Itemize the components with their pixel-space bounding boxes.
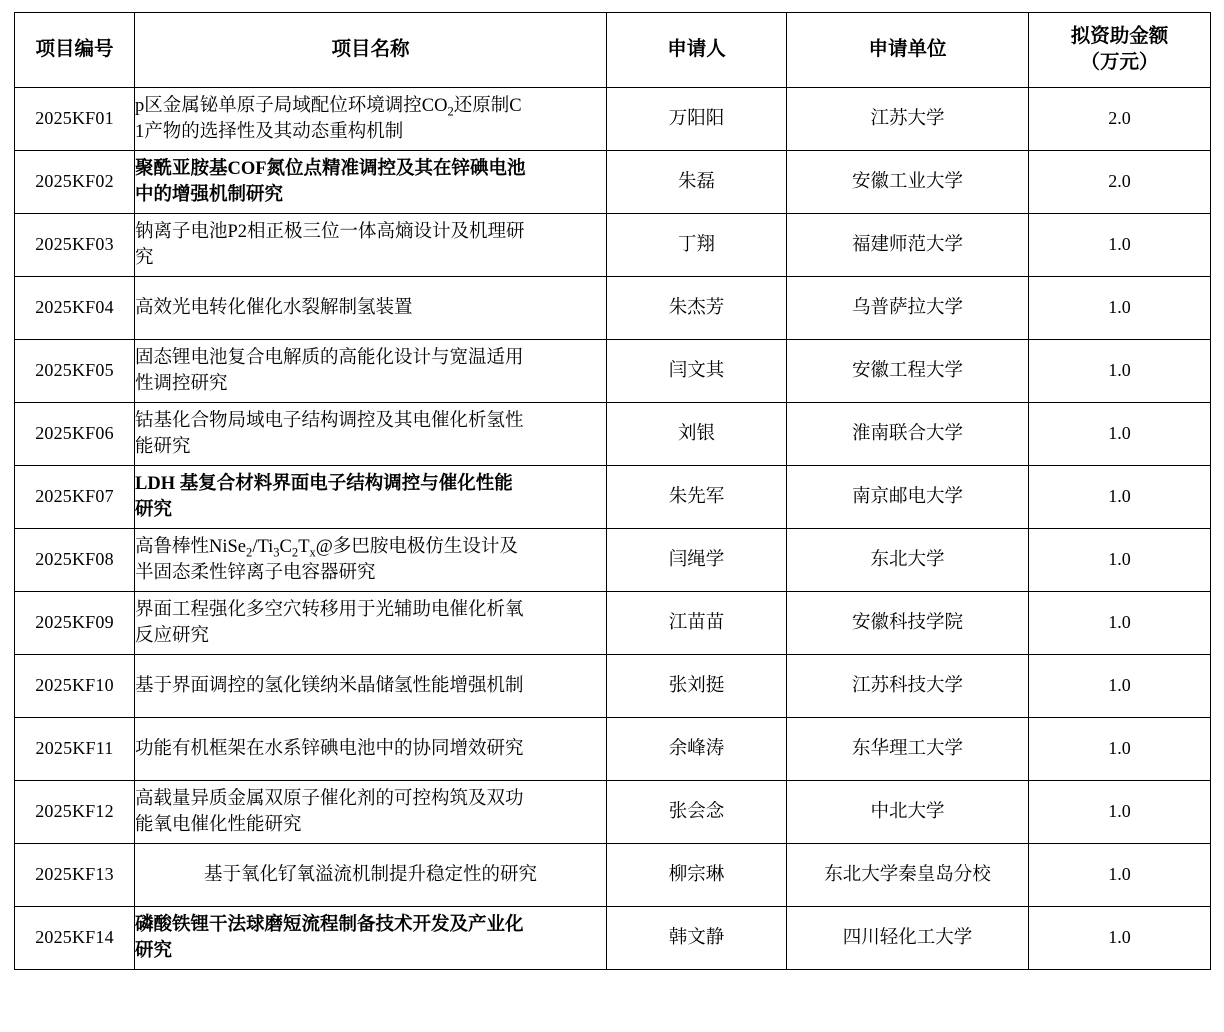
cell-applicant-org: 乌普萨拉大学: [787, 277, 1029, 340]
table-header: [15, 13, 1211, 88]
cell-applicant-org: 淮南联合大学: [787, 403, 1029, 466]
header-row: [15, 13, 1211, 88]
table-row: [15, 718, 1211, 781]
cell-applicant: 余峰涛: [607, 718, 787, 781]
cell-project-name: 钴基化合物局域电子结构调控及其电催化析氢性 能研究: [135, 403, 607, 466]
cell-project-code: 2025KF08: [15, 529, 135, 592]
table-row: [15, 907, 1211, 970]
cell-project-name: LDH 基复合材料界面电子结构调控与催化性能 研究: [135, 466, 607, 529]
grant-projects-table: [14, 12, 1211, 970]
cell-applicant-org: 东北大学: [787, 529, 1029, 592]
cell-applicant: 柳宗琳: [607, 844, 787, 907]
cell-project-name: 固态锂电池复合电解质的高能化设计与宽温适用 性调控研究: [135, 340, 607, 403]
cell-project-code: 2025KF04: [15, 277, 135, 340]
cell-applicant: 朱先军: [607, 466, 787, 529]
cell-project-name: 聚酰亚胺基COF氮位点精准调控及其在锌碘电池 中的增强机制研究: [135, 151, 607, 214]
cell-project-name: 界面工程强化多空穴转移用于光辅助电催化析氧 反应研究: [135, 592, 607, 655]
cell-applicant-org: 东北大学秦皇岛分校: [787, 844, 1029, 907]
cell-applicant: 张刘挺: [607, 655, 787, 718]
table-row: [15, 844, 1211, 907]
cell-project-code: 2025KF02: [15, 151, 135, 214]
cell-project-name: 高载量异质金属双原子催化剂的可控构筑及双功 能氧电催化性能研究: [135, 781, 607, 844]
table-row: [15, 151, 1211, 214]
cell-applicant-org: 福建师范大学: [787, 214, 1029, 277]
cell-applicant: 丁翔: [607, 214, 787, 277]
table-row: [15, 529, 1211, 592]
cell-project-code: 2025KF06: [15, 403, 135, 466]
cell-project-code: 2025KF05: [15, 340, 135, 403]
cell-applicant-org: 江苏科技大学: [787, 655, 1029, 718]
cell-applicant-org: 南京邮电大学: [787, 466, 1029, 529]
cell-grant-amount: 1.0: [1029, 466, 1211, 529]
cell-project-code: 2025KF07: [15, 466, 135, 529]
cell-project-code: 2025KF11: [15, 718, 135, 781]
cell-applicant-org: 中北大学: [787, 781, 1029, 844]
cell-applicant-org: 安徽科技学院: [787, 592, 1029, 655]
cell-project-name: 基于界面调控的氢化镁纳米晶储氢性能增强机制: [135, 655, 607, 718]
cell-applicant: 韩文静: [607, 907, 787, 970]
table-row: [15, 655, 1211, 718]
cell-applicant: 闫文其: [607, 340, 787, 403]
cell-project-name: p区金属铋单原子局域配位环境调控$CO_2$还原制C 1产物的选择性及其动态重构机制: [135, 88, 607, 151]
cell-project-name: 高效光电转化催化水裂解制氢装置: [135, 277, 607, 340]
cell-grant-amount: 1.0: [1029, 655, 1211, 718]
table-row: [15, 781, 1211, 844]
table-row: [15, 466, 1211, 529]
cell-grant-amount: 1.0: [1029, 403, 1211, 466]
table-row: [15, 340, 1211, 403]
table-row: [15, 214, 1211, 277]
header-project-name: 项目名称: [135, 13, 607, 88]
cell-applicant: 万阳阳: [607, 88, 787, 151]
cell-applicant: 朱磊: [607, 151, 787, 214]
cell-grant-amount: 1.0: [1029, 592, 1211, 655]
header-grant-amount-line1: 拟资助金额: [1070, 25, 1169, 47]
cell-grant-amount: 1.0: [1029, 844, 1211, 907]
header-grant-amount-line2: （万元）: [1080, 52, 1159, 73]
cell-grant-amount: 1.0: [1029, 781, 1211, 844]
cell-project-name: 功能有机框架在水系锌碘电池中的协同增效研究: [135, 718, 607, 781]
cell-applicant: 闫绳学: [607, 529, 787, 592]
cell-grant-amount: 2.0: [1029, 151, 1211, 214]
cell-applicant-org: 四川轻化工大学: [787, 907, 1029, 970]
cell-applicant-org: 东华理工大学: [787, 718, 1029, 781]
table-row: [15, 592, 1211, 655]
cell-grant-amount: 1.0: [1029, 277, 1211, 340]
cell-grant-amount: 2.0: [1029, 88, 1211, 151]
cell-grant-amount: 1.0: [1029, 214, 1211, 277]
cell-applicant: 刘银: [607, 403, 787, 466]
cell-applicant-org: 安徽工业大学: [787, 151, 1029, 214]
cell-applicant: 江苗苗: [607, 592, 787, 655]
cell-project-name: 基于氧化钌氧溢流机制提升稳定性的研究: [135, 844, 607, 907]
cell-grant-amount: 1.0: [1029, 529, 1211, 592]
cell-project-code: 2025KF10: [15, 655, 135, 718]
cell-project-code: 2025KF13: [15, 844, 135, 907]
cell-project-code: 2025KF12: [15, 781, 135, 844]
table-body: [15, 88, 1211, 970]
cell-applicant: 朱杰芳: [607, 277, 787, 340]
header-project-code: 项目编号: [15, 13, 135, 88]
cell-project-code: 2025KF09: [15, 592, 135, 655]
cell-applicant: 张会念: [607, 781, 787, 844]
cell-grant-amount: 1.0: [1029, 718, 1211, 781]
cell-applicant-org: 安徽工程大学: [787, 340, 1029, 403]
header-grant-amount: [1029, 13, 1211, 88]
table-row: [15, 88, 1211, 151]
cell-project-code: 2025KF14: [15, 907, 135, 970]
cell-project-name: 钠离子电池P2相正极三位一体高熵设计及机理研 究: [135, 214, 607, 277]
cell-project-code: 2025KF03: [15, 214, 135, 277]
cell-applicant-org: 江苏大学: [787, 88, 1029, 151]
table-row: [15, 403, 1211, 466]
header-applicant: 申请人: [607, 13, 787, 88]
cell-project-name: 高鲁棒性$NiSe_2/Ti_3C_2T_x@$多巴胺电极仿生设计及 半固态柔性锌离子电容器研究: [135, 529, 607, 592]
cell-grant-amount: 1.0: [1029, 340, 1211, 403]
cell-project-code: 2025KF01: [15, 88, 135, 151]
cell-project-name: 磷酸铁锂干法球磨短流程制备技术开发及产业化 研究: [135, 907, 607, 970]
table-row: [15, 277, 1211, 340]
cell-grant-amount: 1.0: [1029, 907, 1211, 970]
header-applicant-org: 申请单位: [787, 13, 1029, 88]
